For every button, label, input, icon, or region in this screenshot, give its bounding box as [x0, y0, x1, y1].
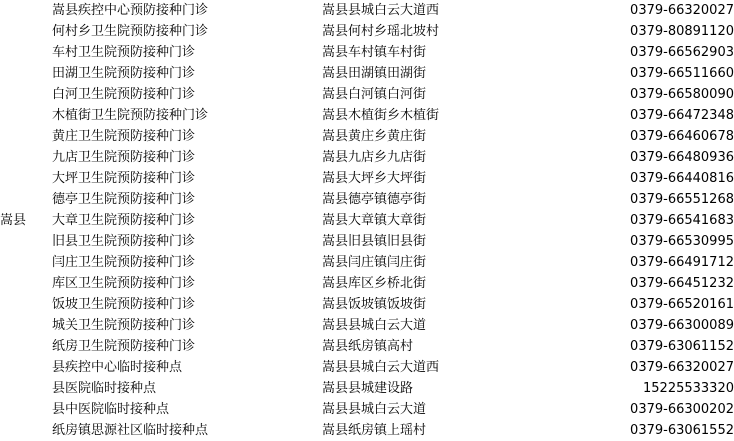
site-phone-cell: 0379-66511660	[630, 66, 734, 81]
site-address-cell: 嵩县纸房镇高村	[322, 339, 414, 354]
site-address-cell: 嵩县县城白云大道	[322, 318, 427, 333]
table-row	[0, 189, 734, 210]
region-cell: 嵩县	[0, 213, 27, 228]
site-address-cell: 嵩县车村镇车村街	[322, 45, 427, 60]
table-row	[0, 21, 734, 42]
site-phone-cell: 0379-66451232	[630, 276, 734, 291]
table-row	[0, 126, 734, 147]
site-address-cell: 嵩县库区乡桥北街	[322, 276, 427, 291]
site-name-cell: 白河卫生院预防接种门诊	[52, 87, 196, 102]
site-phone-cell: 0379-66300089	[630, 318, 734, 333]
site-address-cell: 嵩县县城白云大道	[322, 402, 427, 417]
table-row	[0, 315, 734, 336]
site-phone-cell: 0379-66530995	[630, 234, 734, 249]
site-phone-cell: 0379-66440816	[630, 171, 734, 186]
site-phone-cell: 0379-66480936	[630, 150, 734, 165]
site-phone-cell: 0379-66460678	[630, 129, 734, 144]
table-row	[0, 336, 734, 357]
site-address-cell: 嵩县县城白云大道西	[322, 360, 440, 375]
site-phone-cell: 0379-80891120	[630, 24, 734, 39]
site-name-cell: 纸房镇思源社区临时接种点	[52, 423, 209, 438]
site-name-cell: 闫庄卫生院预防接种门诊	[52, 255, 196, 270]
site-name-cell: 何村乡卫生院预防接种门诊	[52, 24, 209, 39]
site-address-cell: 嵩县旧县镇旧县街	[322, 234, 427, 249]
site-phone-cell: 0379-66300202	[630, 402, 734, 417]
site-phone-cell: 0379-66580090	[630, 87, 734, 102]
site-name-cell: 大章卫生院预防接种门诊	[52, 213, 196, 228]
site-phone-cell: 0379-66472348	[630, 108, 734, 123]
site-phone-cell: 0379-63061552	[630, 423, 734, 438]
site-phone-cell: 15225533320	[643, 381, 734, 396]
site-name-cell: 库区卫生院预防接种门诊	[52, 276, 196, 291]
table-row	[0, 231, 734, 252]
site-address-cell: 嵩县纸房镇上瑶村	[322, 423, 427, 438]
site-name-cell: 木植街卫生院预防接种门诊	[52, 108, 209, 123]
table-row	[0, 0, 734, 21]
site-name-cell: 县疾控中心临时接种点	[52, 360, 183, 375]
site-address-cell: 嵩县何村乡瑶北坡村	[322, 24, 440, 39]
site-name-cell: 德亭卫生院预防接种门诊	[52, 192, 196, 207]
site-name-cell: 车村卫生院预防接种门诊	[52, 45, 196, 60]
site-phone-cell: 0379-63061152	[630, 339, 734, 354]
site-address-cell: 嵩县闫庄镇闫庄街	[322, 255, 427, 270]
site-name-cell: 九店卫生院预防接种门诊	[52, 150, 196, 165]
site-address-cell: 嵩县县城白云大道西	[322, 3, 440, 18]
site-name-cell: 嵩县疾控中心预防接种门诊	[52, 3, 209, 18]
site-name-cell: 县医院临时接种点	[52, 381, 157, 396]
table-row	[0, 357, 734, 378]
site-address-cell: 嵩县白河镇白河街	[322, 87, 427, 102]
site-name-cell: 饭坡卫生院预防接种门诊	[52, 297, 196, 312]
site-address-cell: 嵩县九店乡九店街	[322, 150, 427, 165]
table-row	[0, 147, 734, 168]
table-row	[0, 210, 734, 231]
site-phone-cell: 0379-66520161	[630, 297, 734, 312]
table-row	[0, 105, 734, 126]
table-row	[0, 168, 734, 189]
table-row	[0, 294, 734, 315]
site-phone-cell: 0379-66551268	[630, 192, 734, 207]
site-name-cell: 田湖卫生院预防接种门诊	[52, 66, 196, 81]
site-phone-cell: 0379-66541683	[630, 213, 734, 228]
site-address-cell: 嵩县县城建设路	[322, 381, 414, 396]
site-name-cell: 城关卫生院预防接种门诊	[52, 318, 196, 333]
site-phone-cell: 0379-66491712	[630, 255, 734, 270]
table-row	[0, 63, 734, 84]
table-row	[0, 252, 734, 273]
table-row	[0, 378, 734, 399]
site-name-cell: 大坪卫生院预防接种门诊	[52, 171, 196, 186]
site-address-cell: 嵩县饭坡镇饭坡街	[322, 297, 427, 312]
site-address-cell: 嵩县大坪乡大坪街	[322, 171, 427, 186]
table-row	[0, 399, 734, 420]
site-phone-cell: 0379-66320027	[630, 360, 734, 375]
site-address-cell: 嵩县大章镇大章街	[322, 213, 427, 228]
site-name-cell: 纸房卫生院预防接种门诊	[52, 339, 196, 354]
site-address-cell: 嵩县德亭镇德亭街	[322, 192, 427, 207]
site-address-cell: 嵩县木植街乡木植街	[322, 108, 440, 123]
table-row	[0, 273, 734, 294]
site-phone-cell: 0379-66562903	[630, 45, 734, 60]
site-name-cell: 县中医院临时接种点	[52, 402, 170, 417]
site-name-cell: 旧县卫生院预防接种门诊	[52, 234, 196, 249]
site-address-cell: 嵩县黄庄乡黄庄街	[322, 129, 427, 144]
site-phone-cell: 0379-66320027	[630, 3, 734, 18]
site-name-cell: 黄庄卫生院预防接种门诊	[52, 129, 196, 144]
table-row	[0, 84, 734, 105]
table-row	[0, 42, 734, 63]
site-address-cell: 嵩县田湖镇田湖街	[322, 66, 427, 81]
